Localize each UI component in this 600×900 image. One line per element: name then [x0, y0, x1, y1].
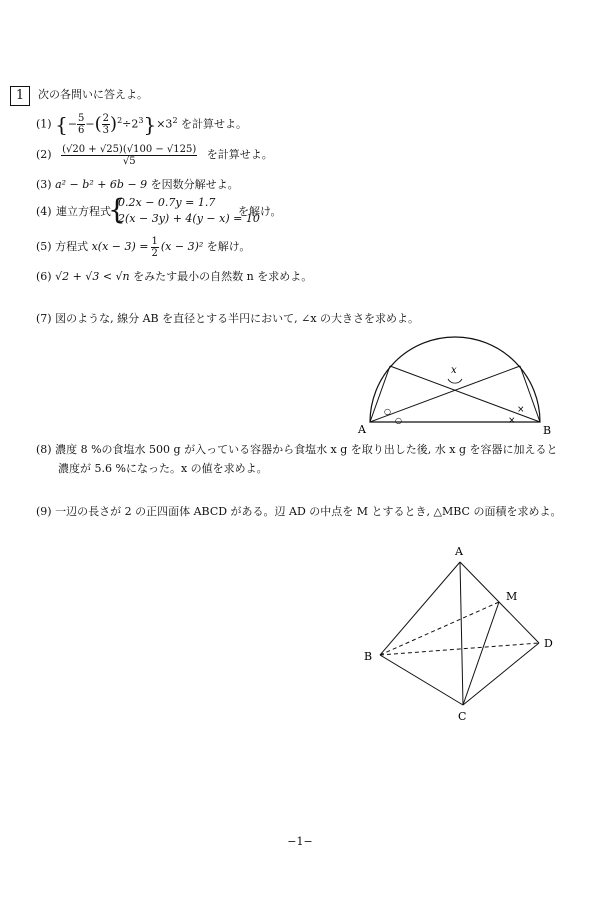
question-6-instruction: をみたす最小の自然数 n を求めよ。	[129, 270, 313, 283]
fraction-2-numerator: 2	[102, 113, 110, 125]
question-2-denominator: √5	[122, 155, 136, 167]
question-8-line-2: 濃度が 5.6 %になった。x の値を求めよ。	[58, 462, 268, 475]
question-1-label: (1)	[36, 117, 52, 131]
fraction-1-denominator: 6	[78, 125, 85, 137]
vertex-c-label: C	[458, 710, 467, 723]
question-4-label: (4)	[36, 205, 52, 218]
segment-cm	[463, 602, 499, 705]
question-4-instruction: を解け。	[238, 205, 282, 218]
question-2-instruction: を計算せよ。	[206, 148, 273, 161]
question-4-equation-2: 2(x − 3y) + 4(y − x) = 10	[118, 212, 260, 225]
question-5-lead: 方程式	[55, 240, 92, 253]
minus-sign-2: −	[85, 117, 95, 131]
question-6	[36, 270, 312, 284]
edge-ab	[380, 562, 460, 655]
fraction-1-numerator: 5	[78, 113, 85, 125]
question-4-lead: 連立方程式	[56, 205, 111, 218]
vertex-b-label: B	[364, 650, 373, 663]
question-5-lhs: x(x − 3) =	[91, 240, 149, 253]
question-3-label: (3)	[36, 178, 52, 191]
question-3-instruction: を因数分解せよ。	[147, 178, 239, 191]
question-9	[36, 505, 561, 519]
question-5-rhs: (x − 3)²	[160, 240, 204, 253]
problem-intro: 次の各問いに答えよ。	[38, 88, 148, 101]
question-3	[36, 178, 239, 192]
exponent-2: 2	[117, 116, 123, 125]
half-numerator: 1	[151, 235, 158, 247]
question-8-line-1: 濃度 8 %の食塩水 500 g が入っている容器から食塩水 x g を取り出した後, 水 x g を容器に加えると	[55, 443, 558, 456]
angle-circle-mark-1: ○	[384, 407, 391, 416]
question-7-label: (7)	[36, 312, 52, 325]
chord-a	[370, 366, 520, 422]
exponent-2b: 2	[172, 116, 178, 125]
question-6-label: (6)	[36, 270, 52, 283]
question-5-label: (5)	[36, 240, 52, 253]
question-1-instruction: を計算せよ。	[177, 117, 248, 131]
edge-bd-hidden	[380, 643, 539, 655]
half-denominator: 2	[151, 247, 158, 259]
question-5	[36, 234, 250, 260]
angle-cross-mark-1: ×	[517, 405, 525, 415]
question-8-label: (8)	[36, 443, 52, 456]
vertex-a-label: A	[455, 545, 463, 558]
question-4-equation-1: 0.2x − 0.7y = 1.7	[118, 196, 216, 209]
angle-circle-mark-2: ○	[395, 416, 402, 425]
point-b-label: B	[543, 424, 552, 437]
question-9-text: 一辺の長さが 2 の正四面体 ABCD がある。辺 AD の中点を M とするとき, △MBC の面積を求めよ。	[55, 505, 562, 518]
point-a-label: A	[358, 423, 366, 436]
angle-x-arc	[448, 379, 462, 383]
question-9-label: (9)	[36, 505, 52, 518]
question-5-instruction: を解け。	[203, 240, 251, 253]
midpoint-m-label: M	[506, 590, 518, 603]
divide-term: ÷2	[122, 117, 139, 131]
page-number: −1−	[287, 835, 313, 848]
vertex-d-label: D	[544, 637, 553, 650]
angle-cross-mark-2: ×	[508, 416, 516, 426]
semicircle-figure	[355, 332, 555, 438]
angle-x-label: x	[451, 365, 457, 376]
question-1: (1) {− $\frac{5}{6}$ −( $\frac{2}{3}$ )$^2\div 2^3\}\times 3^2$ を計算せよ。	[36, 112, 248, 137]
problem-number-box: 1	[10, 86, 30, 106]
question-2-numerator: (√20 + √25)(√100 − √125)	[62, 143, 197, 155]
edge-ac	[460, 562, 463, 705]
question-2	[36, 140, 273, 170]
exponent-3: 3	[138, 116, 144, 125]
edge-cd	[463, 643, 539, 705]
tetrahedron-figure	[355, 540, 565, 725]
question-8	[36, 443, 558, 457]
edge-ad	[460, 562, 539, 643]
question-2-label: (2)	[36, 148, 52, 161]
question-7-text: 図のような, 線分 AB を直径とする半円において, ∠x の大きさを求めよ。	[55, 312, 420, 325]
question-3-expression: a² − b² + 6b − 9	[55, 178, 148, 191]
semicircle-outline	[370, 337, 540, 422]
edge-bc	[380, 655, 463, 705]
question-7	[36, 312, 419, 326]
question-6-inequality: √2 + √3 < √n	[55, 270, 130, 283]
minus-sign: −	[67, 117, 78, 131]
times-term: ×3	[156, 117, 173, 131]
fraction-2-denominator: 3	[102, 125, 110, 137]
